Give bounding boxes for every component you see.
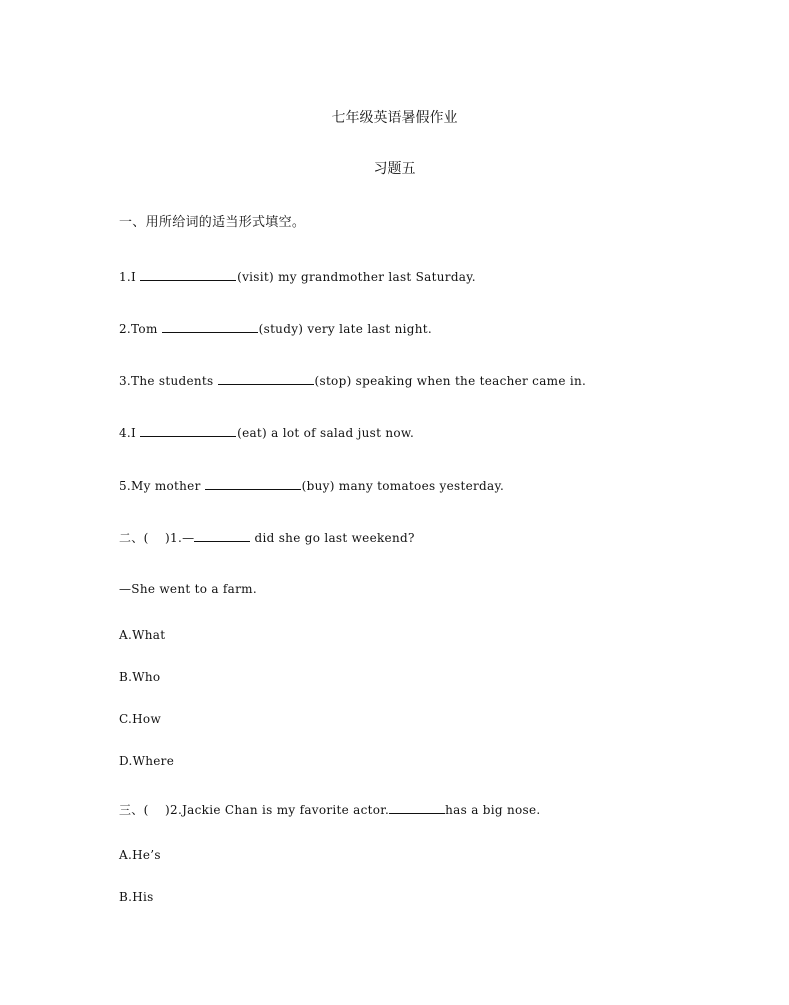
option-b: B.Who — [119, 670, 161, 684]
answer-blank[interactable] — [389, 801, 445, 814]
answer-blank[interactable] — [162, 320, 258, 333]
answer-blank[interactable] — [218, 372, 314, 385]
question-1-response: —She went to a farm. — [119, 582, 257, 596]
question-suffix: has a big nose. — [445, 803, 541, 817]
fill-item-3 — [119, 372, 586, 389]
fill-item-4 — [119, 424, 414, 441]
fill-item-suffix: (buy) many tomatoes yesterday. — [301, 479, 505, 493]
answer-blank[interactable] — [140, 424, 236, 437]
answer-blank[interactable] — [205, 477, 301, 490]
fill-item-5 — [119, 477, 504, 494]
fill-item-suffix: (study) very late last night. — [258, 322, 433, 336]
question-1 — [119, 529, 415, 546]
question-2 — [119, 801, 541, 818]
page-subtitle: 习题五 — [373, 161, 416, 177]
fill-item-prefix: 5.My mother — [119, 479, 201, 493]
question-prefix: 三、( )2.Jackie Chan is my favorite actor. — [119, 803, 390, 817]
section1-heading: 一、用所给词的适当形式填空。 — [119, 215, 306, 230]
option-a: A.He’s — [119, 848, 161, 862]
question-suffix: did she go last weekend? — [250, 531, 415, 545]
page-title: 七年级英语暑假作业 — [331, 110, 458, 126]
fill-item-suffix: (stop) speaking when the teacher came in. — [314, 374, 587, 388]
fill-item-suffix: (eat) a lot of salad just now. — [237, 426, 415, 440]
option-a: A.What — [119, 628, 166, 642]
option-d: D.Where — [119, 754, 175, 768]
answer-blank[interactable] — [140, 268, 236, 281]
fill-item-prefix: 3.The students — [119, 374, 214, 388]
option-c: C.How — [119, 712, 162, 726]
fill-item-suffix: (visit) my grandmother last Saturday. — [237, 270, 476, 284]
fill-item-prefix: 4.I — [119, 426, 137, 440]
fill-item-prefix: 2.Tom — [119, 322, 158, 336]
fill-item-1 — [119, 268, 476, 285]
fill-item-prefix: 1.I — [119, 270, 137, 284]
fill-item-2 — [119, 320, 432, 337]
answer-blank[interactable] — [194, 529, 250, 542]
option-b: B.His — [119, 890, 154, 904]
question-prefix: 二、( )1.— — [119, 531, 195, 545]
